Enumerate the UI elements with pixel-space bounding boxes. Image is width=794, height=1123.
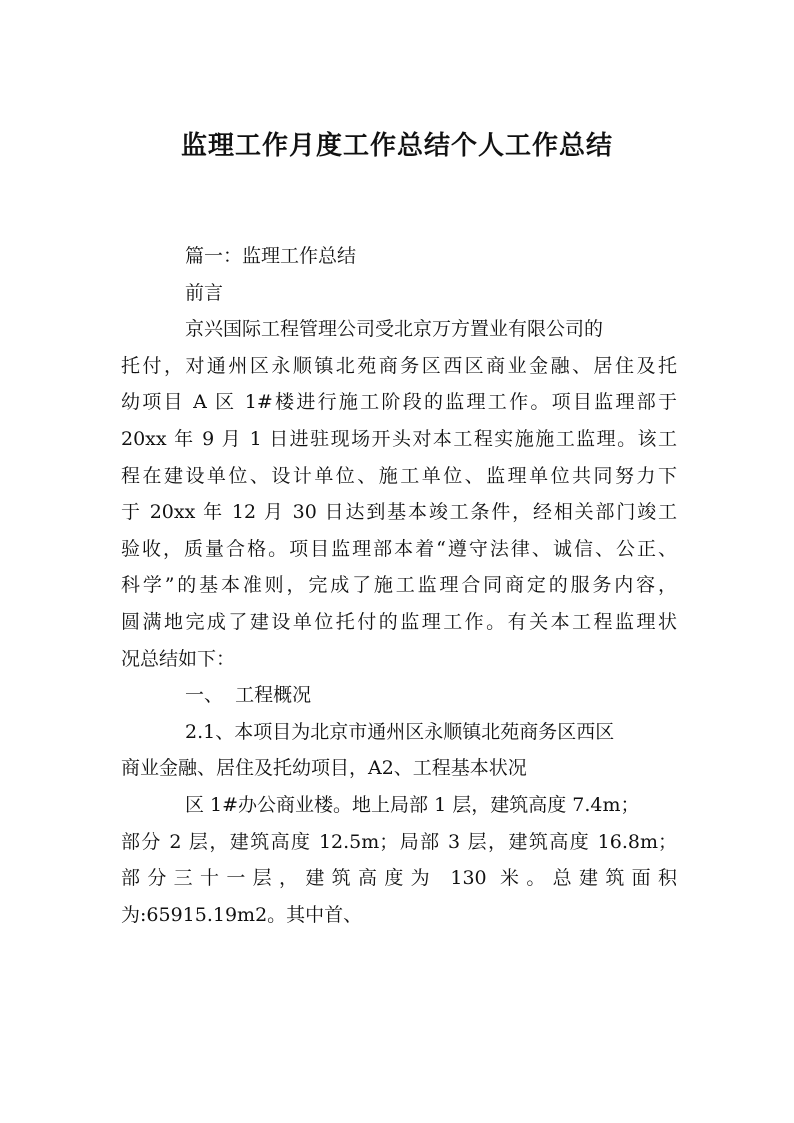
section-heading: 篇一：监理工作总结	[185, 245, 357, 267]
document-body	[121, 238, 677, 933]
paragraph-line: 20xx 年 9 月 1 日进驻现场开头对本工程实施施工监理。该工	[121, 427, 677, 450]
paragraph-line: 程在建设单位、设计单位、施工单位、监理单位共同努力下	[121, 464, 677, 487]
paragraph-line: 科学”的基本准则，完成了施工监理合同商定的服务内容，	[121, 574, 677, 597]
paragraph-line: 部分 2 层，建筑高度 12.5m；局部 3 层，建筑高度 16.8m；	[121, 830, 677, 853]
preface-heading: 前言	[185, 281, 224, 304]
section-heading: 一、 工程概况	[185, 684, 312, 707]
paragraph-line: 京兴国际工程管理公司受北京万方置业有限公司的	[185, 318, 604, 341]
paragraph-line: 2.1、本项目为北京市通州区永顺镇北苑商务区西区	[185, 720, 615, 743]
paragraph-line: 幼项目 A 区 1#楼进行施工阶段的监理工作。项目监理部于	[121, 391, 677, 414]
paragraph-line: 部分三十一层，建筑高度为 130 米。总建筑面积	[121, 867, 677, 890]
document-title: 监理工作月度工作总结个人工作总结	[180, 131, 613, 161]
paragraph-line: 为:65915.19m2。其中首、	[121, 903, 363, 926]
paragraph-line: 托付，对通州区永顺镇北苑商务区西区商业金融、居住及托	[121, 354, 677, 377]
paragraph-line: 商业金融、居住及托幼项目，A2、工程基本状况	[121, 757, 527, 780]
paragraph-line: 区 1#办公商业楼。地上局部 1 层，建筑高度 7.4m；	[185, 793, 640, 816]
paragraph-line: 圆满地完成了建设单位托付的监理工作。有关本工程监理状	[121, 610, 677, 633]
paragraph-line: 于 20xx 年 12 月 30 日达到基本竣工条件，经相关部门竣工	[121, 501, 677, 524]
paragraph-line: 况总结如下：	[121, 647, 236, 670]
paragraph-line: 验收，质量合格。项目监理部本着“遵守法律、诚信、公正、	[121, 537, 677, 560]
